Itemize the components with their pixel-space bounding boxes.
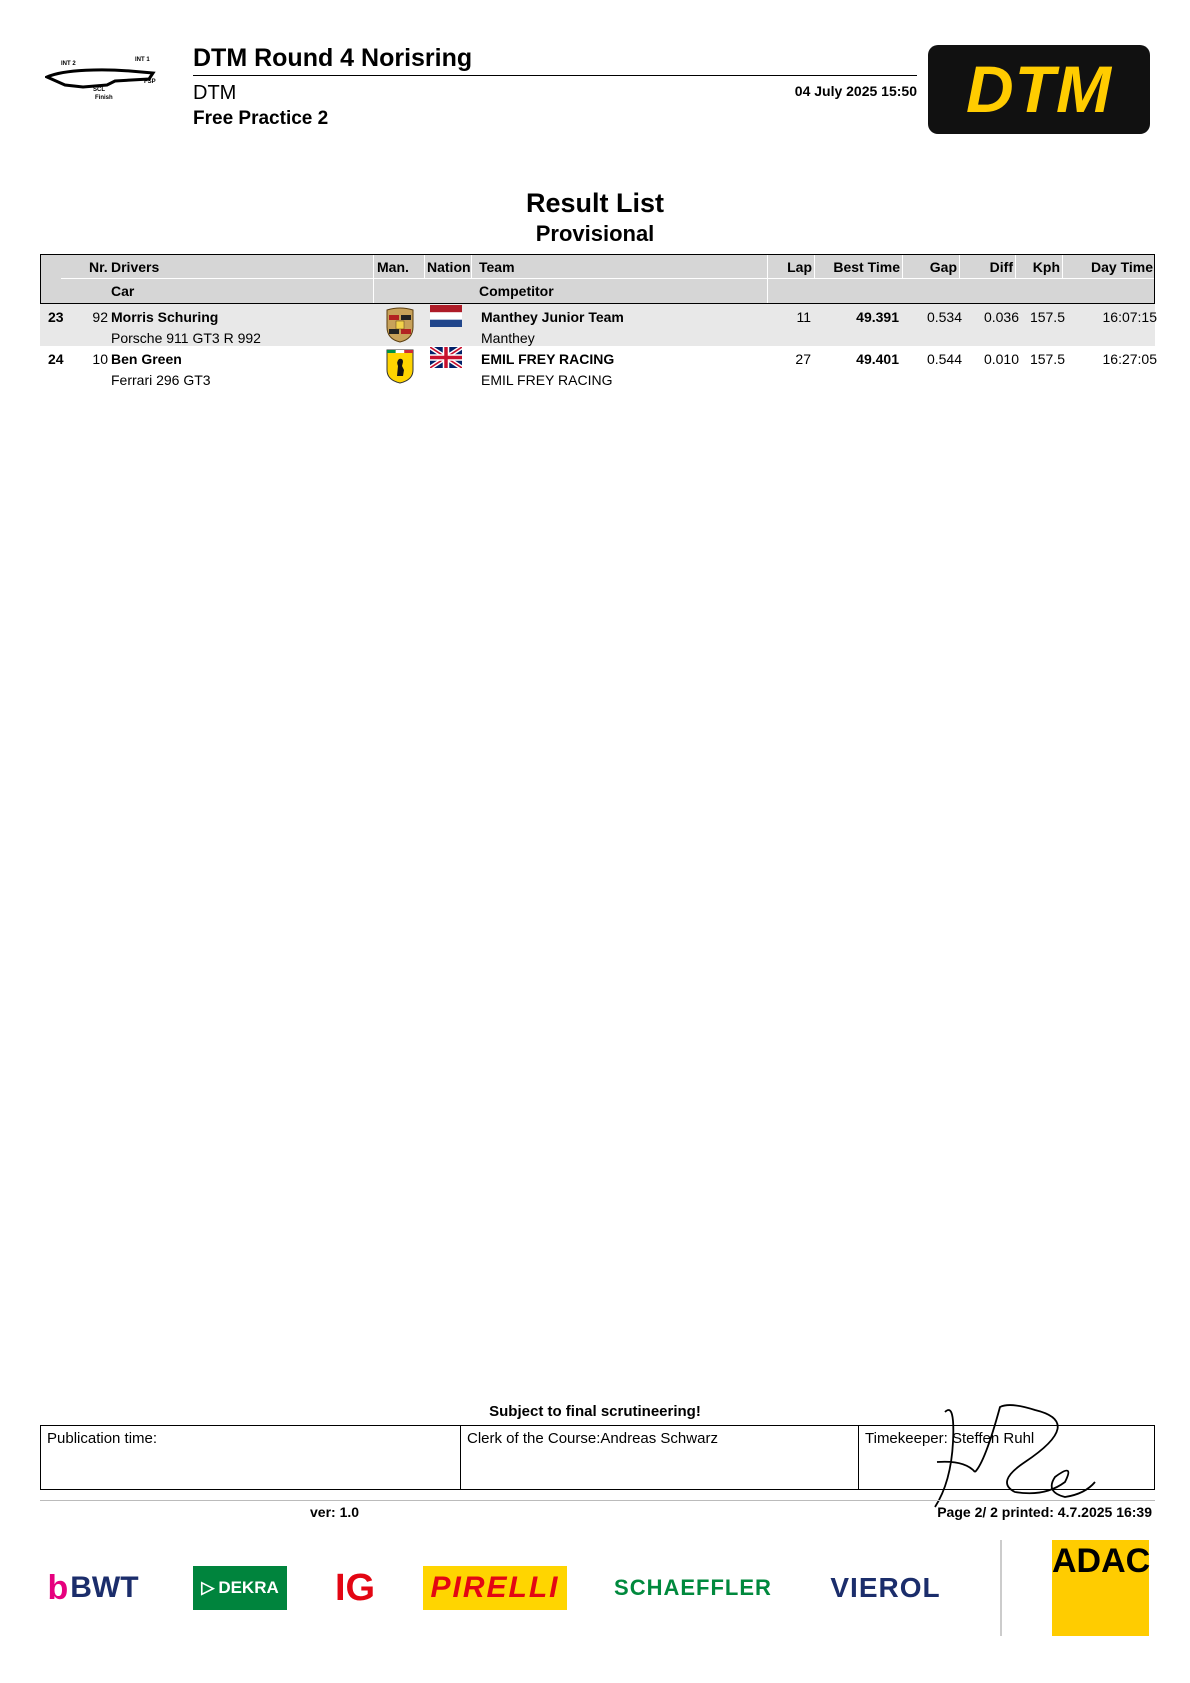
track-label-finish: Finish [95,95,113,101]
header-row-divider [61,278,1154,279]
uk-flag-icon [430,347,462,368]
pirelli-logo: PIRELLI [423,1566,567,1610]
version: ver: 1.0 [310,1504,360,1520]
best-time: 49.391 [856,309,899,325]
competitor-name: Manthey [481,330,535,346]
diff: 0.010 [983,351,1019,367]
porsche-crest-icon [385,307,415,343]
header-divider-line [814,255,815,279]
col-header-gap: Gap [929,259,957,275]
col-header-nation: Nation [427,259,471,275]
day-time: 16:27:05 [1102,351,1157,367]
col-header-best-time: Best Time [833,259,900,275]
track-map-icon [45,55,175,105]
result-list-subtitle: Provisional [535,221,655,246]
team-name: Manthey Junior Team [481,309,624,325]
col-header-man: Man. [377,259,409,275]
day-time: 16:07:15 [1102,309,1157,325]
competitor-name: EMIL FREY RACING [481,372,613,388]
gap: 0.534 [926,309,962,325]
adac-logo: ADAC [1052,1540,1149,1636]
netherlands-flag-icon [430,305,462,327]
schaeffler-logo: SCHAEFFLER [614,1575,772,1600]
col-header-nr: Nr. [89,259,108,275]
page-title: DTM Round 4 Norisring [193,44,473,72]
col-header-day-time: Day Time [1091,259,1153,275]
page-info: Page 2/ 2 printed: 4.7.2025 16:39 [937,1504,1152,1520]
driver-name: Morris Schuring [111,309,219,325]
report-datetime: 04 July 2025 15:50 [794,83,917,99]
sponsor-separator [1000,1540,1002,1636]
team-name: EMIL FREY RACING [481,351,615,367]
bwt-logo-text: BWT [70,1571,139,1604]
col-header-lap: Lap [787,259,812,275]
dtm-logo-text: DTM [966,52,1112,126]
position: 24 [48,351,64,367]
dekra-logo-text: DEKRA [218,1578,279,1597]
position: 23 [48,309,64,325]
table-header [40,254,1155,304]
result-list-title: Result List [525,188,665,218]
header-divider-line [424,255,425,279]
lap: 27 [795,351,811,367]
dtm-logo [928,45,1150,134]
timekeeper: Timekeeper: Steffen Ruhl [865,1430,1035,1447]
session-name: Free Practice 2 [193,108,329,129]
col-header-team: Team [479,259,515,275]
col-header-drivers: Drivers [111,259,160,275]
gap: 0.544 [926,351,962,367]
col-header-competitor: Competitor [479,283,554,299]
kph: 157.5 [1029,309,1065,325]
diff: 0.036 [983,309,1019,325]
best-time: 49.401 [856,351,899,367]
dekra-logo: ▷ DEKRA [193,1566,287,1610]
track-label-scl: SCL [93,87,105,93]
header-divider-line [1015,255,1016,279]
car-number: 10 [92,351,108,367]
track-label-int1: INT 1 [135,57,150,63]
vierol-logo: VIEROL [830,1572,941,1603]
track-label-fsp: FSP [144,79,156,85]
header-divider [193,75,917,76]
car-model: Ferrari 296 GT3 [111,372,211,388]
header-divider-line [959,255,960,279]
col-header-diff: Diff [989,259,1013,275]
car-model: Porsche 911 GT3 R 992 [111,330,261,346]
scrutineering-note: Subject to final scrutineering! [489,1403,701,1420]
clerk-of-course: Clerk of the Course:Andreas Schwarz [461,1426,859,1489]
track-label-int2: INT 2 [61,61,76,67]
header-divider-line [373,255,374,303]
series-name: DTM [193,82,237,104]
driver-name: Ben Green [111,351,182,367]
header-divider-line [471,255,472,279]
bwt-logo: b BWT [47,1568,139,1607]
lap: 11 [796,309,811,325]
header-divider-line [902,255,903,279]
footer-divider [40,1500,1155,1501]
header-divider-line [1062,255,1063,279]
ig-logo: IG [334,1566,376,1609]
signature-icon [915,1402,1105,1512]
col-header-car: Car [111,283,135,299]
publication-time: Publication time: [41,1426,461,1489]
col-header-kph: Kph [1032,259,1060,275]
ferrari-shield-icon [386,348,414,384]
car-number: 92 [92,309,108,325]
kph: 157.5 [1029,351,1065,367]
